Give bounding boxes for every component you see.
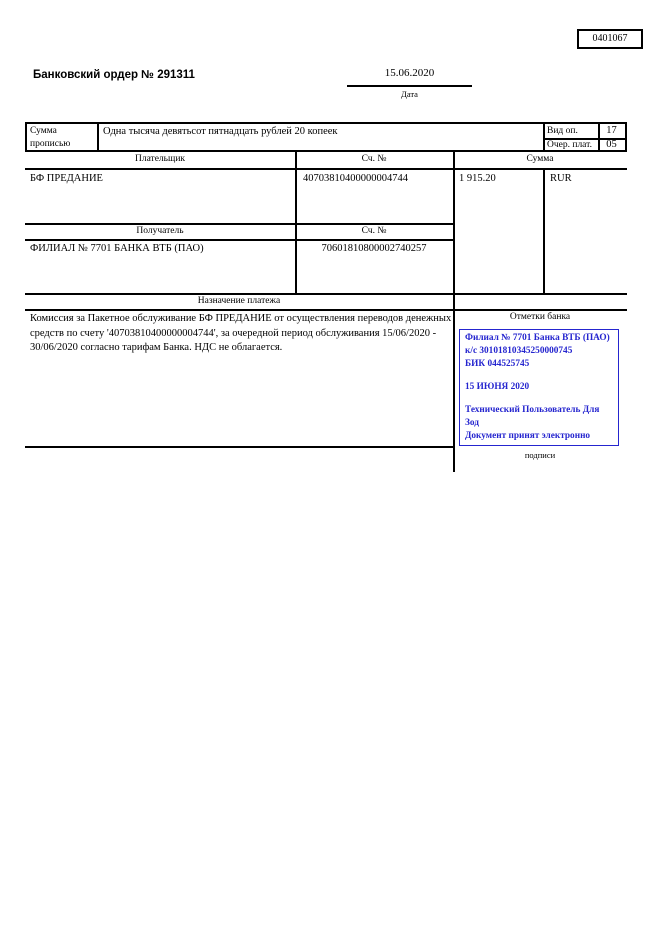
payer-account: 40703810400000004744 <box>303 173 408 184</box>
bank-stamp <box>459 329 619 446</box>
divider <box>25 293 627 295</box>
stamp-gap <box>465 371 613 381</box>
amount-words-label: Сумма прописью <box>30 126 71 149</box>
divider <box>97 122 99 152</box>
divider <box>25 239 453 241</box>
divider <box>543 168 545 293</box>
stamp-gap <box>465 394 613 404</box>
divider <box>25 446 453 448</box>
purpose-text: Комиссия за Пакетное обслуживание БФ ПРЕДАНИЕ от осуществления переводов денежных средств по счету '40703810400000004744', за очередной период обслуживания 15/06/2020 - 30/06/2020 согласно тарифам Банка. НДС не облагается. <box>30 313 452 354</box>
recipient-column-header: Получатель <box>136 226 184 236</box>
divider <box>25 168 627 170</box>
signatures-label: подписи <box>524 450 556 460</box>
divider <box>625 122 627 152</box>
stamp-bik: БИК 044525745 <box>465 359 530 369</box>
payment-priority-value: 05 <box>606 139 617 150</box>
bank-marks-header: Отметки банка <box>509 312 571 322</box>
date-label: Дата <box>401 89 418 99</box>
divider <box>543 122 545 152</box>
stamp-bank-name: Филиал № 7701 Банка ВТБ (ПАО) <box>465 333 610 343</box>
payment-currency: RUR <box>550 173 572 184</box>
payer-account-column-header: Сч. № <box>361 154 387 164</box>
amount-words-value: Одна тысяча девятьсот пятнадцать рублей 20 копеек <box>103 126 338 137</box>
payer-column-header: Плательщик <box>134 154 186 164</box>
divider <box>25 122 27 152</box>
divider <box>453 150 455 472</box>
stamp-accepted-note: Документ принят электронно <box>465 431 591 441</box>
recipient-account: 70601810800002740257 <box>321 243 427 254</box>
date-underline <box>347 85 472 87</box>
stamp-corr-account: к/с 30101810345250000745 <box>465 346 573 356</box>
recipient-name: ФИЛИАЛ № 7701 БАНКА ВТБ (ПАО) <box>30 243 204 254</box>
divider <box>25 309 627 311</box>
divider <box>25 223 453 225</box>
stamp-operator-line1: Технический Пользователь Для <box>465 405 600 415</box>
operation-type-label: Вид оп. <box>547 126 578 136</box>
purpose-header: Назначение платежа <box>197 296 281 306</box>
stamp-date: 15 ИЮНЯ 2020 <box>465 382 530 392</box>
payment-priority-label: Очер. плат. <box>547 140 592 150</box>
stamp-operator-line2: Зод <box>465 418 479 428</box>
date-value: 15.06.2020 <box>384 67 435 79</box>
divider <box>25 122 627 124</box>
divider <box>295 150 297 293</box>
payment-amount: 1 915.20 <box>459 173 496 184</box>
operation-type-value: 17 <box>606 125 617 136</box>
form-code-box: 0401067 <box>577 29 643 49</box>
divider <box>25 150 627 152</box>
document-title: Банковский ордер № 291311 <box>33 69 195 81</box>
recipient-account-column-header: Сч. № <box>361 226 387 236</box>
sum-column-header: Сумма <box>526 154 554 164</box>
payer-name: БФ ПРЕДАНИЕ <box>30 173 103 184</box>
